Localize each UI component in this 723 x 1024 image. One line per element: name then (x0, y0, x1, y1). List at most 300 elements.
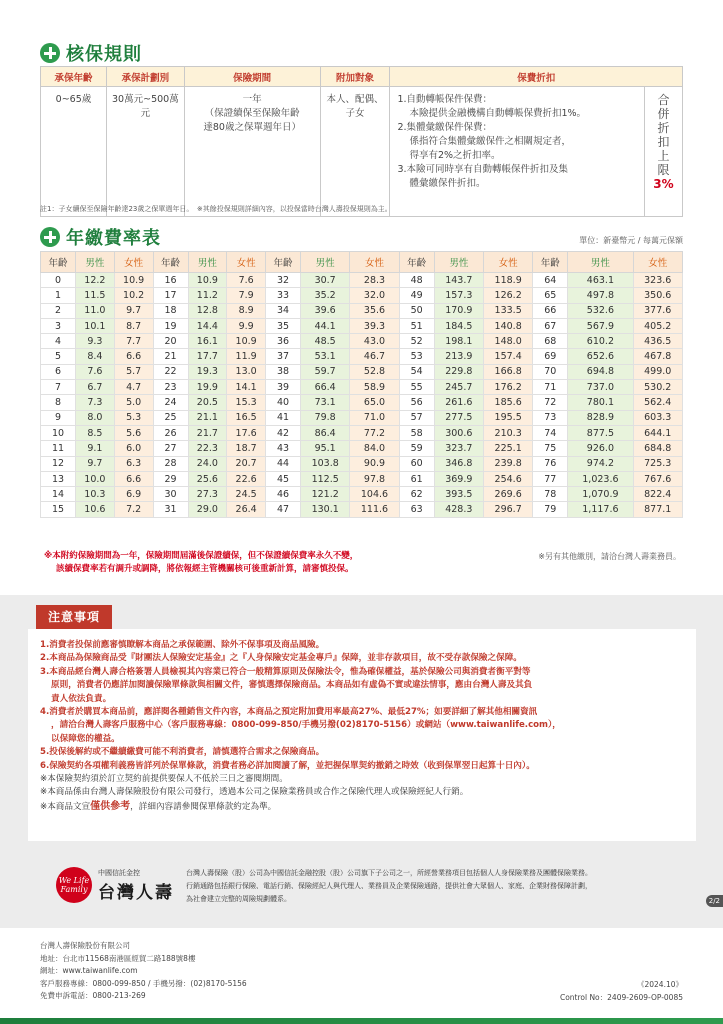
rate-header-female: 女性 (633, 252, 683, 273)
notice-item: ，請洽台灣人壽客戶服務中心（客戶服務專線：0800-099-850/手機另撥(02)8170-5156）或網站（www.taiwanlife.com）， (51, 720, 561, 731)
rate-cell-female: 148.0 (483, 334, 532, 349)
rate-cell-male: 497.8 (568, 288, 633, 303)
rate-cell-female: 7.9 (227, 288, 266, 303)
rate-cell-age: 40 (266, 395, 301, 410)
rates-unit: 單位：新臺幣元 / 每萬元保額 (579, 236, 683, 245)
notice-item: 5.投保後解約或不繼續繳費可能不利消費者，請慎選符合需求之保險商品。 (40, 747, 325, 758)
header-age: 承保年齡 (41, 67, 107, 87)
rate-cell-female: 323.6 (633, 273, 683, 288)
rate-cell-female: 10.9 (114, 273, 153, 288)
rate-cell-female: 562.4 (633, 395, 683, 410)
notice-item: 2.本商品為保險商品受『財團法人保險安定基金』之『人身保險安定基金專戶』保障，並非存款項目，故不受存款保險之保障。 (40, 653, 522, 664)
rate-cell-male: 112.5 (301, 471, 350, 486)
rate-cell-male: 277.5 (434, 410, 483, 425)
rate-cell-female: 65.0 (350, 395, 399, 410)
rate-cell-age: 34 (266, 303, 301, 318)
target-line: 本人、配偶、 (326, 94, 384, 105)
notice-item: 以保障您的權益。 (51, 733, 120, 744)
rate-table (40, 251, 683, 518)
header-plan: 承保計劃別 (106, 67, 184, 87)
coverage-age: 0~65歲 (41, 87, 107, 217)
rate-cell-age: 39 (266, 380, 301, 395)
rate-cell-age: 1 (41, 288, 76, 303)
rate-cell-age: 21 (153, 349, 188, 364)
rate-cell-male: 20.5 (188, 395, 227, 410)
rate-cell-age: 65 (533, 288, 568, 303)
rate-cell-age: 9 (41, 410, 76, 425)
header-target: 附加對象 (320, 67, 390, 87)
rate-cell-age: 60 (399, 456, 434, 471)
rate-cell-age: 51 (399, 318, 434, 333)
rate-cell-female: 77.2 (350, 425, 399, 440)
rate-cell-age: 11 (41, 441, 76, 456)
rate-cell-female: 877.1 (633, 502, 683, 517)
rate-cell-female: 5.3 (114, 410, 153, 425)
rate-cell-female: 603.3 (633, 410, 683, 425)
rate-cell-female: 684.8 (633, 441, 683, 456)
discount-cap (644, 87, 682, 217)
cap-char: 扣 (657, 135, 670, 149)
rate-cell-male: 9.1 (76, 441, 115, 456)
rate-cell-age: 41 (266, 410, 301, 425)
discount-line: 體彙繳保件折扣。 (409, 178, 486, 189)
logo-mark: We Life Family (56, 867, 92, 903)
rate-cell-age: 15 (41, 502, 76, 517)
footer-contact (40, 940, 247, 1003)
rate-cell-age: 71 (533, 380, 568, 395)
rate-cell-age: 35 (266, 318, 301, 333)
discount-line: 係指符合集體彙繳保件之相關規定者， (409, 136, 571, 147)
rate-cell-age: 18 (153, 303, 188, 318)
rate-cell-female: 13.0 (227, 364, 266, 379)
rate-row (41, 288, 683, 303)
rate-cell-age: 30 (153, 487, 188, 502)
rate-cell-age: 29 (153, 471, 188, 486)
rate-cell-male: 877.5 (568, 425, 633, 440)
rate-cell-female: 499.0 (633, 364, 683, 379)
rate-cell-age: 31 (153, 502, 188, 517)
rate-cell-age: 56 (399, 395, 434, 410)
rate-cell-age: 73 (533, 410, 568, 425)
rate-cell-male: 11.0 (76, 303, 115, 318)
cap-char: 上 (657, 149, 670, 163)
footer-meta (560, 978, 683, 1004)
rate-cell-age: 78 (533, 487, 568, 502)
rate-cell-male: 170.9 (434, 303, 483, 318)
period-line: 達80歲之保單週年日） (203, 122, 301, 133)
rate-cell-age: 24 (153, 395, 188, 410)
other-payment-note: ※另有其他繳別，請洽台灣人壽業務員。 (538, 552, 681, 561)
rate-cell-female: 46.7 (350, 349, 399, 364)
rate-row (41, 502, 683, 517)
rate-cell-male: 53.1 (301, 349, 350, 364)
rate-cell-male: 198.1 (434, 334, 483, 349)
rate-row (41, 441, 683, 456)
rate-cell-age: 77 (533, 471, 568, 486)
rate-header-age: 年齡 (41, 252, 76, 273)
discount-line: 本險提供金融機構自動轉帳保費折扣1%。 (409, 108, 587, 119)
rate-cell-male: 25.6 (188, 471, 227, 486)
rate-cell-female: 16.5 (227, 410, 266, 425)
rate-cell-female: 176.2 (483, 380, 532, 395)
rate-cell-male: 9.7 (76, 456, 115, 471)
rate-cell-age: 2 (41, 303, 76, 318)
rate-cell-female: 7.6 (227, 273, 266, 288)
footer-line: 地址：台北市11568南港區經貿二路188號8樓 (40, 953, 196, 963)
rate-header-age: 年齡 (399, 252, 434, 273)
rate-cell-female: 7.7 (114, 334, 153, 349)
rate-cell-female: 11.9 (227, 349, 266, 364)
page-number: 2/2 (706, 895, 723, 907)
rate-cell-age: 26 (153, 425, 188, 440)
rate-cell-female: 6.9 (114, 487, 153, 502)
rate-cell-female: 20.7 (227, 456, 266, 471)
rate-cell-female: 32.0 (350, 288, 399, 303)
rate-cell-female: 6.0 (114, 441, 153, 456)
rate-cell-age: 43 (266, 441, 301, 456)
rate-cell-age: 54 (399, 364, 434, 379)
rate-cell-age: 66 (533, 303, 568, 318)
rate-cell-male: 21.7 (188, 425, 227, 440)
rate-header-male: 男性 (301, 252, 350, 273)
rate-cell-male: 652.6 (568, 349, 633, 364)
rate-cell-female: 195.5 (483, 410, 532, 425)
rate-cell-female: 24.5 (227, 487, 266, 502)
rate-cell-age: 58 (399, 425, 434, 440)
rate-cell-age: 63 (399, 502, 434, 517)
coverage-plan: 30萬元~500萬元 (106, 87, 184, 217)
cap-char: 併 (657, 107, 670, 121)
rate-cell-age: 55 (399, 380, 434, 395)
rate-cell-male: 428.3 (434, 502, 483, 517)
rate-cell-female: 350.6 (633, 288, 683, 303)
rate-cell-age: 49 (399, 288, 434, 303)
rate-cell-female: 6.6 (114, 471, 153, 486)
logo-parent: 中國信託金控 (98, 868, 140, 877)
rate-cell-male: 16.1 (188, 334, 227, 349)
rate-cell-age: 12 (41, 456, 76, 471)
rate-cell-male: 95.1 (301, 441, 350, 456)
rate-cell-female: 71.0 (350, 410, 399, 425)
rate-cell-age: 10 (41, 425, 76, 440)
doc-date: 《2024.10》 (636, 980, 683, 989)
rate-cell-female: 90.9 (350, 456, 399, 471)
rate-cell-male: 323.7 (434, 441, 483, 456)
rate-header-female: 女性 (483, 252, 532, 273)
rate-cell-age: 74 (533, 425, 568, 440)
rate-cell-age: 68 (533, 334, 568, 349)
rate-cell-male: 567.9 (568, 318, 633, 333)
rate-cell-age: 69 (533, 349, 568, 364)
rate-cell-age: 3 (41, 318, 76, 333)
discount-line: 3.本險可同時享有自動轉帳保件折扣及集 (397, 164, 569, 175)
rate-header-age: 年齡 (153, 252, 188, 273)
rate-cell-female: 58.9 (350, 380, 399, 395)
rate-row (41, 395, 683, 410)
rate-cell-age: 33 (266, 288, 301, 303)
rate-cell-female: 52.8 (350, 364, 399, 379)
rate-row (41, 273, 683, 288)
rate-cell-male: 610.2 (568, 334, 633, 349)
footer-line: 客戶服務專線：0800-099-850 / 手機另撥：(02)8170-5156 (40, 978, 247, 988)
rate-cell-male: 59.7 (301, 364, 350, 379)
notice-last-post: ，詳細內容請參閱保單條款約定為準。 (130, 801, 277, 812)
rate-cell-age: 0 (41, 273, 76, 288)
rate-cell-female: 436.5 (633, 334, 683, 349)
rate-cell-female: 39.3 (350, 318, 399, 333)
rate-cell-male: 8.4 (76, 349, 115, 364)
plus-icon (40, 43, 60, 63)
rate-cell-age: 8 (41, 395, 76, 410)
rate-cell-male: 27.3 (188, 487, 227, 502)
notice-item: 4.消費者於購買本商品前，應詳閱各種銷售文件內容，本商品之預定附加費用率最高27%、最低27%；如要詳細了解其他相關資訊 (40, 707, 538, 718)
rate-cell-male: 780.1 (568, 395, 633, 410)
period-line: 一年 (242, 94, 262, 105)
rate-cell-male: 143.7 (434, 273, 483, 288)
notice-item: 1.消費者投保前應審慎瞭解本商品之承保範圍、除外不保事項及商品風險。 (40, 640, 325, 650)
rate-cell-female: 6.3 (114, 456, 153, 471)
rate-cell-male: 213.9 (434, 349, 483, 364)
rate-header-female: 女性 (227, 252, 266, 273)
discount-line: 2.集體彙繳保件保費： (397, 122, 493, 133)
rate-header-male: 男性 (188, 252, 227, 273)
rate-cell-age: 5 (41, 349, 76, 364)
rate-cell-male: 12.2 (76, 273, 115, 288)
notice-item: 原則，消費者仍應詳加閱讀保險單條款與相關文件，審慎選擇保險商品。本商品如有虛偽不實或違法情事，應由台灣人壽及其負 (51, 680, 533, 691)
rate-cell-male: 10.9 (188, 273, 227, 288)
rate-header-female: 女性 (350, 252, 399, 273)
rate-cell-male: 9.3 (76, 334, 115, 349)
rate-cell-female: 14.1 (227, 380, 266, 395)
rate-cell-female: 157.4 (483, 349, 532, 364)
rate-cell-male: 66.4 (301, 380, 350, 395)
rate-row (41, 364, 683, 379)
rate-cell-female: 9.7 (114, 303, 153, 318)
rate-cell-female: 18.7 (227, 441, 266, 456)
notice-title: 注意事項 (36, 605, 112, 629)
plus-icon (40, 227, 60, 247)
notice-last-highlight: 僅供參考 (90, 800, 131, 812)
rate-cell-female: 43.0 (350, 334, 399, 349)
rate-cell-male: 44.1 (301, 318, 350, 333)
coverage-target (320, 87, 390, 217)
rate-cell-female: 185.6 (483, 395, 532, 410)
rate-cell-male: 737.0 (568, 380, 633, 395)
rate-cell-age: 22 (153, 364, 188, 379)
about-line: 為社會建立完整的周險規劃體系。 (186, 895, 291, 903)
rate-cell-male: 35.2 (301, 288, 350, 303)
rate-cell-female: 822.4 (633, 487, 683, 502)
rate-cell-female: 84.0 (350, 441, 399, 456)
target-line: 子女 (345, 108, 365, 119)
rate-cell-male: 8.5 (76, 425, 115, 440)
rate-cell-male: 19.9 (188, 380, 227, 395)
header-period: 保險期間 (184, 67, 320, 87)
rate-cell-female: 133.5 (483, 303, 532, 318)
notice-item: ※本保險契約須於訂立契約前提供要保人不低於三日之審閱期間。 (40, 774, 288, 785)
rate-cell-female: 725.3 (633, 456, 683, 471)
rate-cell-male: 261.6 (434, 395, 483, 410)
rate-cell-age: 27 (153, 441, 188, 456)
rate-cell-male: 10.0 (76, 471, 115, 486)
rate-cell-age: 64 (533, 273, 568, 288)
rate-cell-age: 36 (266, 334, 301, 349)
rate-header-age: 年齡 (533, 252, 568, 273)
rate-header-male: 男性 (76, 252, 115, 273)
rate-cell-age: 42 (266, 425, 301, 440)
rate-cell-male: 24.0 (188, 456, 227, 471)
rate-cell-male: 11.5 (76, 288, 115, 303)
notice-panel (0, 595, 723, 928)
rate-cell-age: 28 (153, 456, 188, 471)
rate-cell-female: 405.2 (633, 318, 683, 333)
rate-cell-male: 10.6 (76, 502, 115, 517)
coverage-title: 核保規則 (66, 44, 142, 65)
rate-header-female: 女性 (114, 252, 153, 273)
rate-row (41, 334, 683, 349)
notice-last-pre: ※本商品文宣 (40, 801, 91, 812)
notice-item: 6.保險契約各項權利義務皆詳列於保單條款，消費者務必詳加閱讀了解，並把握保單契約撤銷之時效（收到保單翌日起算十日內）。 (40, 760, 535, 771)
rate-header-age: 年齡 (266, 252, 301, 273)
rate-cell-male: 103.8 (301, 456, 350, 471)
rate-cell-age: 75 (533, 441, 568, 456)
rate-cell-age: 20 (153, 334, 188, 349)
rate-header-male: 男性 (434, 252, 483, 273)
discount-line: 得享有2%之折扣率。 (409, 150, 501, 161)
cap-value: 3% (653, 177, 674, 191)
rate-cell-female: 5.6 (114, 425, 153, 440)
rate-cell-male: 1,117.6 (568, 502, 633, 517)
rate-cell-female: 269.6 (483, 487, 532, 502)
rate-cell-male: 300.6 (434, 425, 483, 440)
rate-cell-male: 12.8 (188, 303, 227, 318)
rates-heading (40, 224, 161, 250)
rate-cell-female: 111.6 (350, 502, 399, 517)
coverage-discount (390, 87, 645, 217)
rate-cell-female: 126.2 (483, 288, 532, 303)
rate-cell-male: 6.7 (76, 380, 115, 395)
rate-cell-female: 254.6 (483, 471, 532, 486)
rate-cell-female: 7.2 (114, 502, 153, 517)
rate-row (41, 425, 683, 440)
rate-row (41, 349, 683, 364)
rate-row (41, 487, 683, 502)
rate-cell-female: 28.3 (350, 273, 399, 288)
warning-line: 該續保費率若有調升或調降，將依報經主管機關核可後重新計算，請審慎投保。 (56, 564, 354, 574)
rate-cell-age: 50 (399, 303, 434, 318)
rate-cell-age: 16 (153, 273, 188, 288)
rate-cell-female: 239.8 (483, 456, 532, 471)
rate-cell-female: 10.2 (114, 288, 153, 303)
rate-cell-age: 32 (266, 273, 301, 288)
notice-item: 責人依法負責。 (51, 693, 112, 704)
warning-line: ※本附約保險期間為一年，保險期間屆滿後保證續保，但不保證續保費率永久不變， (44, 551, 359, 561)
cap-char: 限 (657, 163, 670, 177)
rate-cell-age: 6 (41, 364, 76, 379)
rate-cell-male: 10.3 (76, 487, 115, 502)
rate-cell-male: 79.8 (301, 410, 350, 425)
rate-cell-female: 6.6 (114, 349, 153, 364)
rate-cell-male: 157.3 (434, 288, 483, 303)
rate-cell-female: 35.6 (350, 303, 399, 318)
rate-cell-female: 467.8 (633, 349, 683, 364)
rate-cell-male: 7.3 (76, 395, 115, 410)
rates-title: 年繳費率表 (66, 228, 161, 249)
footer-link[interactable]: 網址：www.taiwanlife.com (40, 966, 138, 976)
rate-cell-age: 62 (399, 487, 434, 502)
rate-cell-female: 4.7 (114, 380, 153, 395)
rate-cell-male: 73.1 (301, 395, 350, 410)
rate-cell-age: 76 (533, 456, 568, 471)
rate-cell-age: 25 (153, 410, 188, 425)
rate-cell-female: 767.6 (633, 471, 683, 486)
rate-cell-age: 48 (399, 273, 434, 288)
rate-cell-age: 44 (266, 456, 301, 471)
rate-cell-age: 57 (399, 410, 434, 425)
coverage-table (40, 66, 683, 217)
company-logo (56, 867, 174, 903)
rate-cell-age: 17 (153, 288, 188, 303)
rate-cell-female: 5.0 (114, 395, 153, 410)
coverage-heading (40, 40, 142, 66)
notice-box (28, 629, 696, 841)
rate-cell-female: 166.8 (483, 364, 532, 379)
rate-cell-age: 46 (266, 487, 301, 502)
rate-cell-male: 1,070.9 (568, 487, 633, 502)
rate-cell-male: 130.1 (301, 502, 350, 517)
rate-cell-age: 61 (399, 471, 434, 486)
notice-item-last (40, 800, 686, 814)
notice-item: ※本商品係由台灣人壽保險股份有限公司發行，透過本公司之保險業務員或合作之保險代理人或保險經紀人行銷。 (40, 787, 469, 798)
rate-cell-male: 21.1 (188, 410, 227, 425)
bottom-bar (0, 1018, 723, 1024)
rate-header-male: 男性 (568, 252, 633, 273)
rate-cell-female: 118.9 (483, 273, 532, 288)
rate-cell-male: 369.9 (434, 471, 483, 486)
rate-cell-male: 463.1 (568, 273, 633, 288)
rate-cell-age: 4 (41, 334, 76, 349)
notice-item: 3.本商品經台灣人壽合格簽署人員檢視其內容業已符合一般精算原則及保險法令，惟為確保權益，基於保險公司與消費者衡平對等 (40, 666, 531, 677)
rate-cell-female: 8.7 (114, 318, 153, 333)
rate-cell-female: 296.7 (483, 502, 532, 517)
cap-char: 折 (657, 121, 670, 135)
renewal-warning (44, 550, 358, 576)
rate-row (41, 380, 683, 395)
rate-cell-female: 15.3 (227, 395, 266, 410)
company-about (186, 867, 686, 906)
about-line: 行銷通路包括銀行保險、電話行銷、保險經紀人與代理人、業務員及企業保險通路，提供社會大眾個人、家庭、企業財務保障計劃， (186, 882, 592, 890)
header-discount: 保費折扣 (390, 67, 683, 87)
rate-cell-male: 8.0 (76, 410, 115, 425)
coverage-period (184, 87, 320, 217)
rate-row (41, 456, 683, 471)
rate-cell-female: 225.1 (483, 441, 532, 456)
rate-cell-male: 828.9 (568, 410, 633, 425)
rate-cell-age: 79 (533, 502, 568, 517)
rate-cell-male: 184.5 (434, 318, 483, 333)
discount-line: 1.自動轉帳保件保費： (397, 94, 493, 105)
rate-cell-female: 5.7 (114, 364, 153, 379)
rate-cell-male: 393.5 (434, 487, 483, 502)
rate-cell-female: 26.4 (227, 502, 266, 517)
footer-line: 免費申訴電話：0800-213-269 (40, 991, 146, 1001)
rate-cell-age: 14 (41, 487, 76, 502)
rate-cell-female: 530.2 (633, 380, 683, 395)
about-line: 台灣人壽保險（股）公司為中國信託金融控股（股）公司旗下子公司之一，所經營業務項目包括個人人身保險業務及團體保險業務。 (186, 869, 592, 877)
rate-cell-age: 7 (41, 380, 76, 395)
rate-cell-age: 67 (533, 318, 568, 333)
cap-char: 合 (657, 93, 670, 107)
